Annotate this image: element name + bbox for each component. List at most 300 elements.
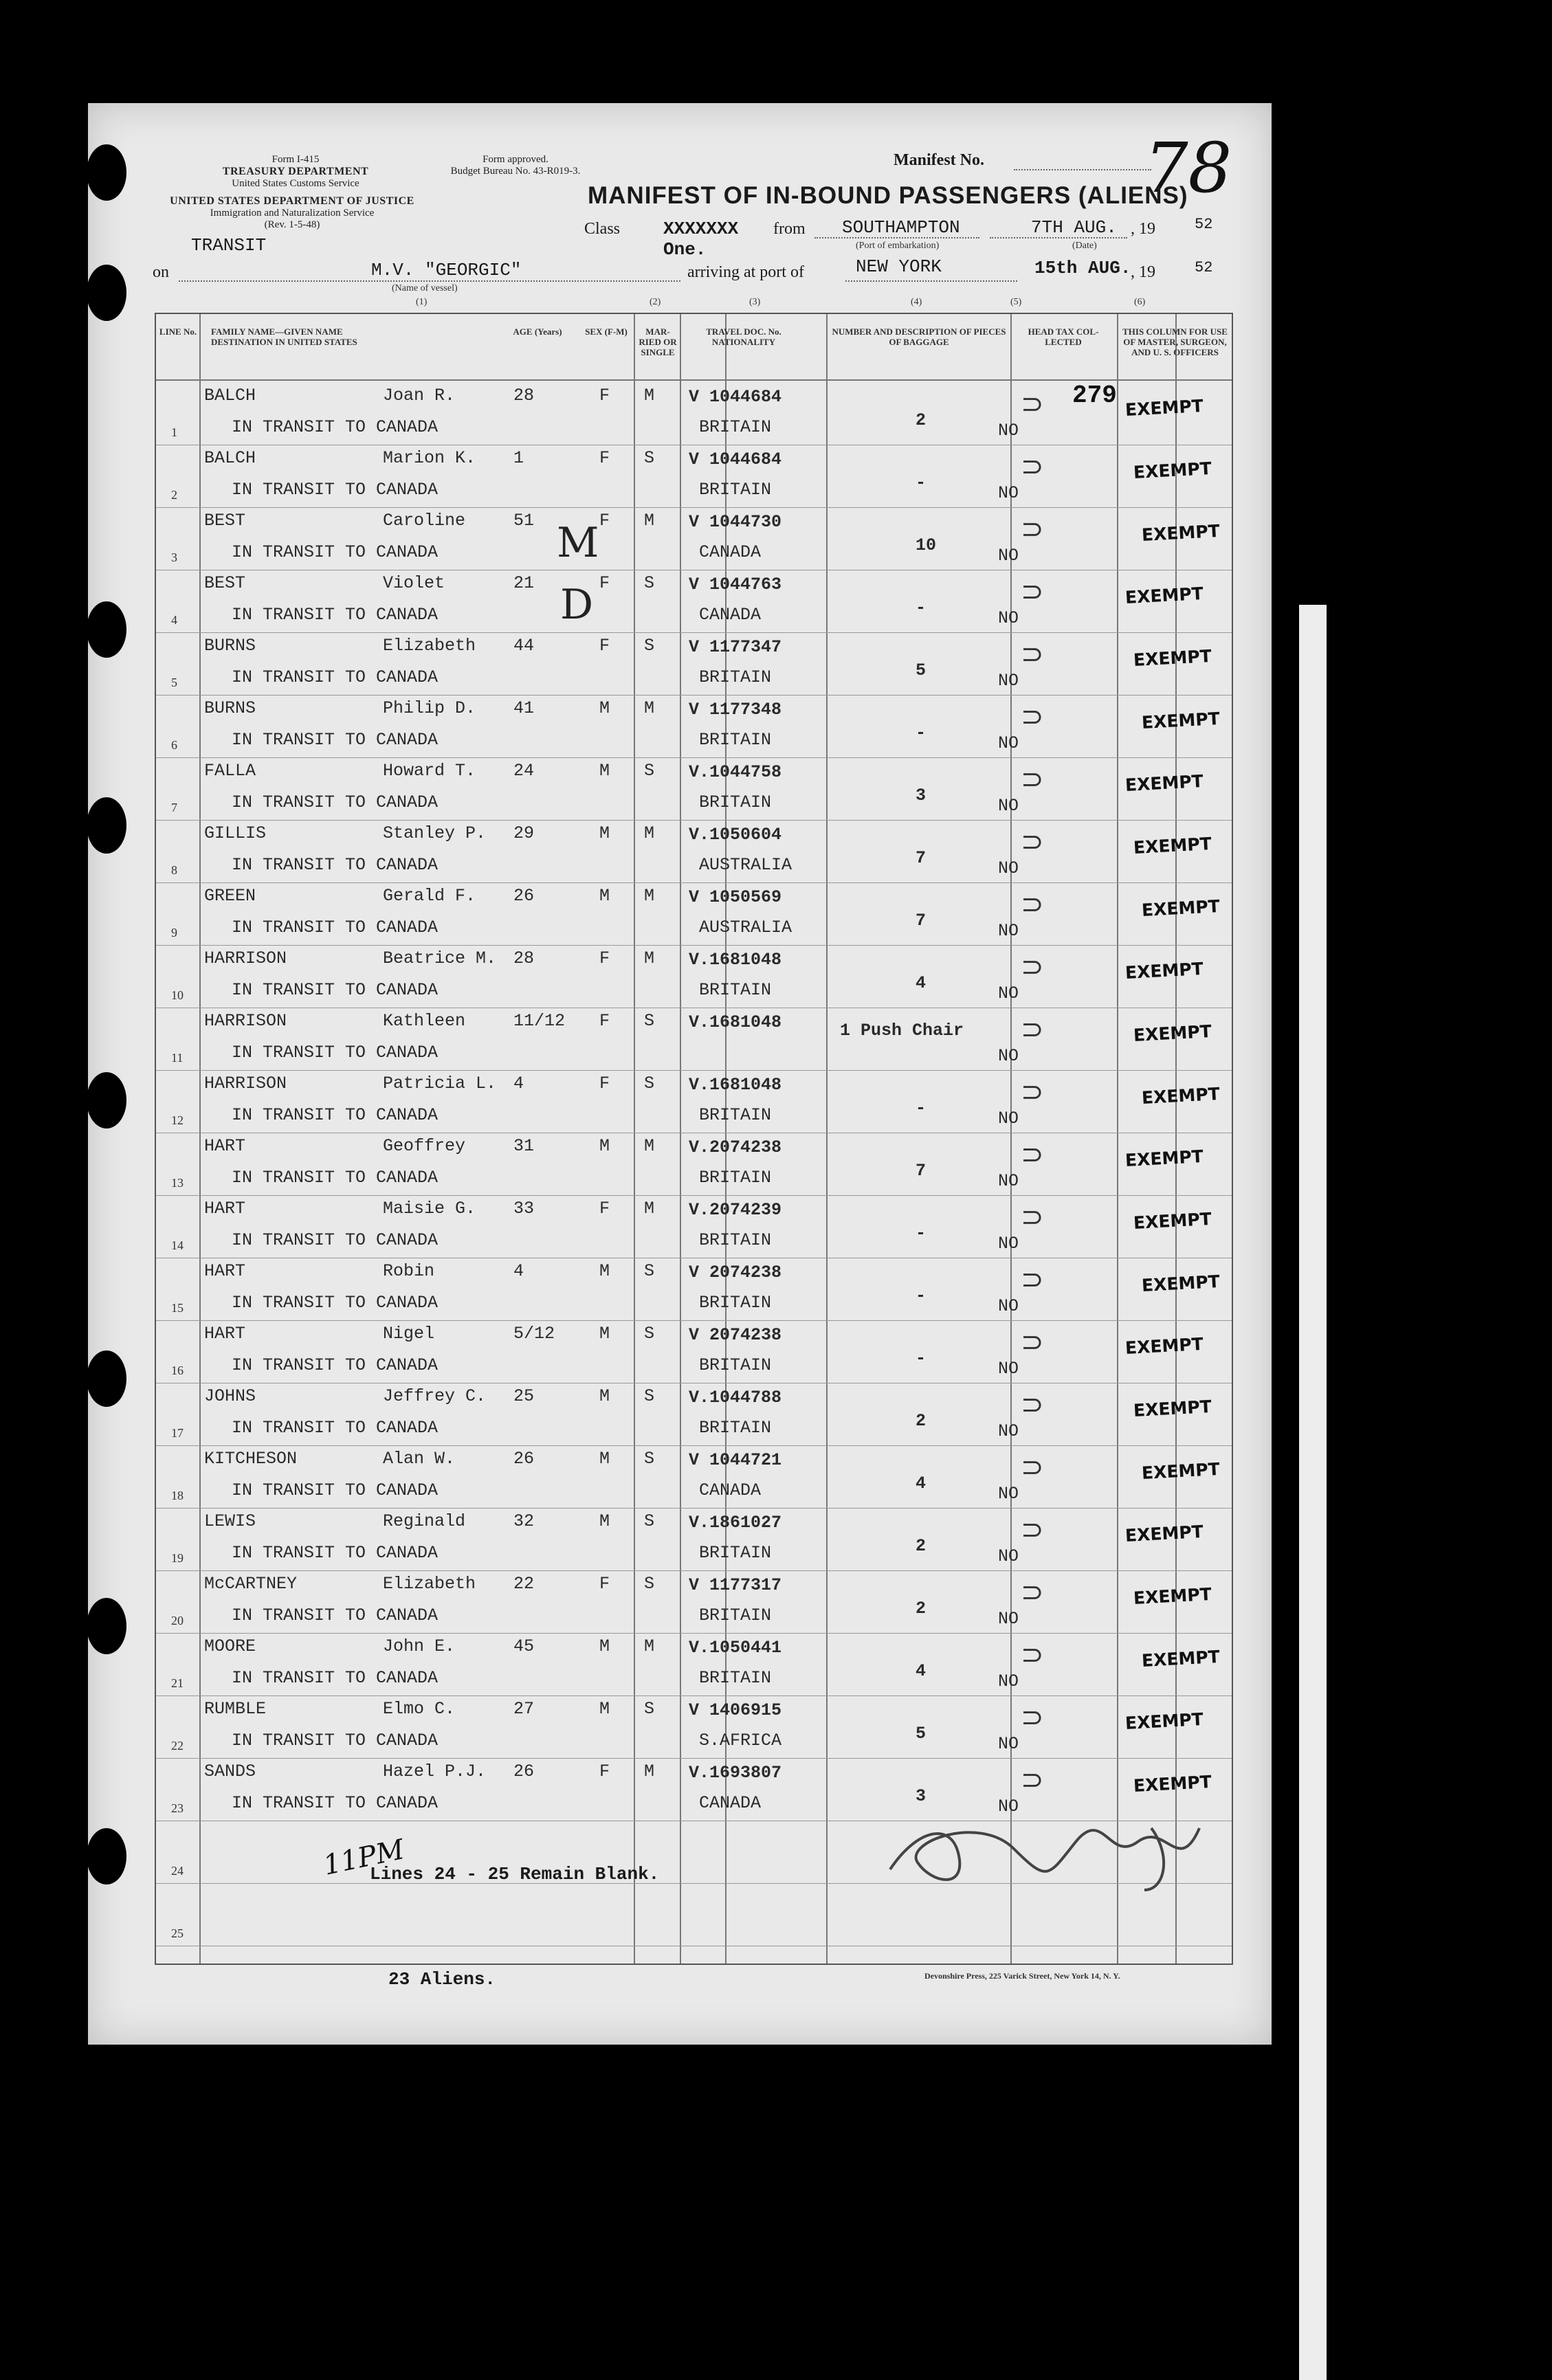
- table-row: [156, 696, 1232, 758]
- exempt-stamp: EXEMPT: [1124, 1146, 1204, 1170]
- baggage: -: [916, 598, 927, 618]
- sex: F: [599, 386, 610, 405]
- given-name: Hazel P.J.: [383, 1761, 487, 1781]
- sex: M: [599, 886, 610, 906]
- given-name: Philip D.: [383, 698, 476, 718]
- baggage: -: [916, 1223, 927, 1243]
- given-name: Joan R.: [383, 386, 456, 405]
- sex: F: [599, 948, 610, 968]
- head-tax: NO: [998, 608, 1019, 628]
- line-number: 25: [171, 1926, 184, 1940]
- baggage: 2: [916, 1536, 927, 1556]
- age: 25: [513, 1386, 535, 1406]
- col-header-name: FAMILY NAME—GIVEN NAME DESTINATION IN UNITED STATES: [211, 326, 357, 347]
- col-header-line: LINE No.: [159, 326, 197, 337]
- marital-status: M: [644, 823, 655, 843]
- baggage: 4: [916, 1661, 927, 1681]
- line-number: 9: [171, 926, 177, 939]
- marital-status: S: [644, 1324, 655, 1344]
- form-number: Form I-415: [271, 154, 320, 165]
- head-tax: NO: [998, 483, 1019, 503]
- baggage: 4: [916, 973, 927, 993]
- col-number: (3): [749, 297, 761, 307]
- col-header-married: MAR-RIED OR SINGLE: [639, 326, 677, 357]
- table-row: [156, 1383, 1232, 1446]
- tick-mark-icon: ⊃: [1021, 576, 1044, 608]
- destination: IN TRANSIT TO CANADA: [232, 1355, 439, 1375]
- exempt-stamp: EXEMPT: [1133, 458, 1212, 482]
- travel-doc-no: V.1681048: [689, 950, 782, 970]
- col-header-age: AGE (Years): [513, 326, 562, 337]
- nationality: CANADA: [699, 605, 762, 625]
- nationality: BRITAIN: [699, 730, 772, 750]
- destination: IN TRANSIT TO CANADA: [232, 1668, 439, 1688]
- dotted-line: [845, 280, 1017, 282]
- dept-treasury: TREASURY DEPARTMENT: [222, 166, 369, 177]
- binder-hole: [87, 144, 126, 201]
- table-row: [156, 946, 1232, 1008]
- header-approval: [412, 154, 619, 177]
- line-number: 17: [171, 1426, 184, 1440]
- table-row: [156, 758, 1232, 821]
- head-tax: NO: [998, 1797, 1019, 1816]
- exempt-stamp: EXEMPT: [1141, 709, 1221, 733]
- head-tax: NO: [998, 796, 1019, 816]
- given-name: Reginald: [383, 1511, 466, 1531]
- given-name: John E.: [383, 1636, 456, 1656]
- line-number: 14: [171, 1238, 184, 1252]
- baggage: 2: [916, 1599, 927, 1619]
- family-name: HART: [204, 1136, 246, 1156]
- tick-mark-icon: ⊃: [1021, 388, 1044, 420]
- travel-doc-no: V 1044684: [689, 387, 782, 407]
- col-number: (6): [1134, 297, 1146, 307]
- sex: M: [599, 823, 610, 843]
- col-number: (1): [416, 297, 428, 307]
- embark-year: 52: [1195, 216, 1213, 233]
- table-row: [156, 508, 1232, 570]
- marital-status: M: [644, 386, 655, 405]
- binder-hole: [87, 1828, 126, 1884]
- destination: IN TRANSIT TO CANADA: [232, 542, 439, 562]
- sex: M: [599, 1636, 610, 1656]
- exempt-stamp: EXEMPT: [1124, 583, 1204, 608]
- given-name: Jeffrey C.: [383, 1386, 487, 1406]
- baggage: 7: [916, 848, 927, 868]
- table-row: [156, 633, 1232, 696]
- head-tax: NO: [998, 1234, 1019, 1254]
- signature: [876, 1801, 1206, 1897]
- sex: F: [599, 573, 610, 593]
- marital-status: S: [644, 1511, 655, 1531]
- family-name: HART: [204, 1261, 246, 1281]
- destination: IN TRANSIT TO CANADA: [232, 1293, 439, 1313]
- tick-mark-icon: ⊃: [1021, 638, 1044, 670]
- tick-mark-icon: ⊃: [1021, 1201, 1044, 1233]
- tick-mark-icon: ⊃: [1021, 951, 1044, 983]
- class-struck: XXXXXXX: [663, 219, 739, 239]
- sex: F: [599, 1761, 610, 1781]
- vessel-caption: (Name of vessel): [392, 283, 458, 293]
- given-name: Geoffrey: [383, 1136, 466, 1156]
- travel-doc-no: V 1044721: [689, 1450, 782, 1470]
- line-number: 13: [171, 1176, 184, 1190]
- dotted-line: [1014, 169, 1151, 170]
- tick-mark-icon: ⊃: [1021, 701, 1044, 733]
- age: 26: [513, 1449, 535, 1469]
- destination: IN TRANSIT TO CANADA: [232, 730, 439, 750]
- family-name: BURNS: [204, 636, 256, 656]
- marital-status: M: [644, 1199, 655, 1219]
- age: 27: [513, 1699, 535, 1719]
- sex: M: [599, 1136, 610, 1156]
- budget-bureau: Budget Bureau No. 43-R019-3.: [450, 166, 581, 177]
- age: 51: [513, 511, 535, 531]
- table-row: [156, 1008, 1232, 1071]
- dotted-line: [179, 280, 680, 282]
- destination: IN TRANSIT TO CANADA: [232, 417, 439, 437]
- nationality: S.AFRICA: [699, 1731, 782, 1750]
- printer-imprint: Devonshire Press, 225 Varick Street, New York 14, N. Y.: [924, 1971, 1120, 1981]
- baggage: 2: [916, 1411, 927, 1431]
- nationality: BRITAIN: [699, 1543, 772, 1563]
- destination: IN TRANSIT TO CANADA: [232, 980, 439, 1000]
- line-number: 16: [171, 1364, 184, 1377]
- sex: F: [599, 1011, 610, 1031]
- tick-mark-icon: ⊃: [1021, 1264, 1044, 1295]
- line-number: 8: [171, 863, 177, 877]
- exempt-stamp: EXEMPT: [1141, 1459, 1221, 1483]
- family-name: HART: [204, 1199, 246, 1219]
- arrival-port: NEW YORK: [856, 256, 942, 277]
- col-number: (2): [650, 297, 661, 307]
- given-name: Howard T.: [383, 761, 476, 781]
- destination: IN TRANSIT TO CANADA: [232, 1230, 439, 1250]
- given-name: Violet: [383, 573, 445, 593]
- given-name: Robin: [383, 1261, 435, 1281]
- sex: M: [599, 1324, 610, 1344]
- class-label: Class: [584, 220, 621, 238]
- sex: M: [599, 1511, 610, 1531]
- arrival-year: 52: [1195, 259, 1213, 276]
- travel-doc-no: V.1044788: [689, 1388, 782, 1408]
- given-name: Elizabeth: [383, 636, 476, 656]
- family-name: HARRISON: [204, 948, 287, 968]
- travel-doc-no: V.2074239: [689, 1200, 782, 1220]
- travel-doc-no: V 1044684: [689, 449, 782, 469]
- form-approved: Form approved.: [483, 154, 548, 165]
- head-tax: NO: [998, 1484, 1019, 1504]
- tick-mark-icon: ⊃: [1021, 889, 1044, 920]
- baggage: 4: [916, 1473, 927, 1493]
- travel-doc-no: V.1861027: [689, 1513, 782, 1533]
- embark-port: SOUTHAMPTON: [842, 217, 960, 238]
- table-row: [156, 570, 1232, 633]
- nationality: BRITAIN: [699, 1605, 772, 1625]
- line-number: 15: [171, 1301, 184, 1315]
- age: 5/12: [513, 1324, 555, 1344]
- marital-status: S: [644, 1011, 655, 1031]
- exempt-stamp: EXEMPT: [1141, 896, 1221, 920]
- marital-status: M: [644, 1636, 655, 1656]
- marital-status: S: [644, 1699, 655, 1719]
- dept-justice: UNITED STATES DEPARTMENT OF JUSTICE: [170, 195, 414, 207]
- baggage: 7: [916, 1161, 927, 1181]
- head-tax: NO: [998, 1359, 1019, 1379]
- year-prefix: , 19: [1131, 263, 1155, 281]
- family-name: BALCH: [204, 386, 256, 405]
- row1-reference-number: 279: [1072, 381, 1117, 410]
- age: 26: [513, 886, 535, 906]
- form-revision: (Rev. 1-5-48): [264, 219, 320, 230]
- given-name: Gerald F.: [383, 886, 476, 906]
- given-name: Stanley P.: [383, 823, 487, 843]
- baggage: -: [916, 1098, 927, 1118]
- arriving-label: arriving at port of: [687, 263, 804, 281]
- line-number: 23: [171, 1801, 184, 1815]
- family-name: GREEN: [204, 886, 256, 906]
- table-row: [156, 1133, 1232, 1196]
- handwritten-d: D: [560, 581, 594, 629]
- exempt-stamp: EXEMPT: [1133, 1021, 1212, 1045]
- embark-date: 7TH AUG.: [1031, 217, 1117, 238]
- binder-hole: [87, 1350, 126, 1407]
- line-number: 18: [171, 1489, 184, 1502]
- given-name: Kathleen: [383, 1011, 466, 1031]
- marital-status: M: [644, 948, 655, 968]
- manifest-title: MANIFEST OF IN-BOUND PASSENGERS (ALIENS): [588, 182, 1188, 209]
- nationality: CANADA: [699, 1480, 762, 1500]
- marital-status: S: [644, 1261, 655, 1281]
- marital-status: M: [644, 1761, 655, 1781]
- marital-status: S: [644, 1574, 655, 1594]
- sex: M: [599, 698, 610, 718]
- sex: M: [599, 1261, 610, 1281]
- exempt-stamp: EXEMPT: [1141, 1271, 1221, 1295]
- given-name: Alan W.: [383, 1449, 456, 1469]
- line-number: 1: [171, 425, 177, 439]
- baggage: 3: [916, 786, 927, 805]
- table-row: [156, 1696, 1232, 1759]
- destination: IN TRANSIT TO CANADA: [232, 1480, 439, 1500]
- head-tax: NO: [998, 921, 1019, 941]
- age: 22: [513, 1574, 535, 1594]
- col-number: (5): [1010, 297, 1022, 307]
- given-name: Elmo C.: [383, 1699, 456, 1719]
- line-number: 11: [171, 1051, 184, 1065]
- age: 32: [513, 1511, 535, 1531]
- line-number: 7: [171, 801, 177, 814]
- travel-doc-no: V 1177347: [689, 637, 782, 657]
- line-number: 19: [171, 1551, 184, 1565]
- handwritten-note: 11PM: [320, 1834, 408, 1882]
- destination: IN TRANSIT TO CANADA: [232, 792, 439, 812]
- family-name: JOHNS: [204, 1386, 256, 1406]
- marital-status: M: [644, 511, 655, 531]
- marital-status: S: [644, 761, 655, 781]
- destination: IN TRANSIT TO CANADA: [232, 480, 439, 500]
- given-name: Patricia L.: [383, 1074, 497, 1093]
- exempt-stamp: EXEMPT: [1133, 1209, 1212, 1233]
- travel-doc-no: V 1177348: [689, 700, 782, 720]
- class-value: One.: [663, 239, 707, 260]
- marital-status: S: [644, 1074, 655, 1093]
- customs-service: United States Customs Service: [232, 178, 359, 189]
- exempt-stamp: EXEMPT: [1124, 396, 1204, 420]
- nationality: AUSTRALIA: [699, 855, 792, 875]
- family-name: McCARTNEY: [204, 1574, 298, 1594]
- nationality: BRITAIN: [699, 1668, 772, 1688]
- nationality: BRITAIN: [699, 792, 772, 812]
- travel-doc-no: V 1177317: [689, 1575, 782, 1595]
- line-number: 6: [171, 738, 177, 752]
- age: 11/12: [513, 1011, 566, 1031]
- col-header-officers: THIS COLUMN FOR USE OF MASTER, SURGEON, AND U. S. OFFICERS: [1122, 326, 1228, 357]
- travel-doc-no: V.1050604: [689, 825, 782, 845]
- handwritten-m: M: [557, 519, 599, 567]
- binder-hole: [87, 1598, 126, 1654]
- head-tax: NO: [998, 1296, 1019, 1316]
- table-row: [156, 1196, 1232, 1258]
- header-divider: [156, 379, 1232, 381]
- family-name: RUMBLE: [204, 1699, 267, 1719]
- tick-mark-icon: ⊃: [1021, 1076, 1044, 1108]
- nationality: BRITAIN: [699, 980, 772, 1000]
- tick-mark-icon: ⊃: [1021, 764, 1044, 795]
- exempt-stamp: EXEMPT: [1124, 1522, 1204, 1546]
- table-row: [156, 445, 1232, 508]
- baggage: -: [916, 1348, 927, 1368]
- exempt-stamp: EXEMPT: [1133, 1397, 1212, 1421]
- nationality: CANADA: [699, 1793, 762, 1813]
- destination: IN TRANSIT TO CANADA: [232, 855, 439, 875]
- head-tax: NO: [998, 858, 1019, 878]
- manifest-no-label: Manifest No.: [894, 151, 984, 169]
- arrival-date: 15th AUG.: [1034, 258, 1131, 278]
- manifest-number: 78: [1144, 128, 1232, 208]
- sex: F: [599, 1199, 610, 1219]
- nationality: BRITAIN: [699, 1293, 772, 1313]
- binder-hole: [87, 265, 126, 321]
- header-justice: [148, 195, 436, 231]
- exempt-stamp: EXEMPT: [1124, 1709, 1204, 1733]
- table-row: [156, 1258, 1232, 1321]
- tick-mark-icon: ⊃: [1021, 1014, 1044, 1045]
- nationality: BRITAIN: [699, 667, 772, 687]
- age: 44: [513, 636, 535, 656]
- marital-status: S: [644, 1449, 655, 1469]
- table-row: [156, 821, 1232, 883]
- destination: IN TRANSIT TO CANADA: [232, 1418, 439, 1438]
- given-name: Maisie G.: [383, 1199, 476, 1219]
- nationality: BRITAIN: [699, 1230, 772, 1250]
- family-name: FALLA: [204, 761, 256, 781]
- marital-status: M: [644, 1136, 655, 1156]
- tick-mark-icon: ⊃: [1021, 1514, 1044, 1546]
- travel-doc-no: V 2074238: [689, 1263, 782, 1282]
- exempt-stamp: EXEMPT: [1133, 1584, 1212, 1608]
- exempt-stamp: EXEMPT: [1141, 1647, 1221, 1671]
- travel-doc-no: V.2074238: [689, 1137, 782, 1157]
- line-number: 21: [171, 1676, 184, 1690]
- baggage: 5: [916, 1724, 927, 1744]
- marital-status: M: [644, 698, 655, 718]
- family-name: MOORE: [204, 1636, 256, 1656]
- age: 4: [513, 1074, 524, 1093]
- sex: M: [599, 1699, 610, 1719]
- sex: F: [599, 511, 610, 531]
- marital-status: M: [644, 886, 655, 906]
- paper-strip: [1299, 605, 1327, 2380]
- nationality: AUSTRALIA: [699, 917, 792, 937]
- vessel-name: M.V. "GEORGIC": [371, 260, 522, 280]
- header-form-info: [172, 154, 419, 190]
- tick-mark-icon: ⊃: [1021, 1139, 1044, 1170]
- sex: M: [599, 1449, 610, 1469]
- baggage: 5: [916, 660, 927, 680]
- exempt-stamp: EXEMPT: [1124, 959, 1204, 983]
- destination: IN TRANSIT TO CANADA: [232, 1543, 439, 1563]
- table-row: [156, 1446, 1232, 1509]
- line-number: 10: [171, 988, 184, 1002]
- marital-status: S: [644, 573, 655, 593]
- marital-status: S: [644, 1386, 655, 1406]
- sex: M: [599, 761, 610, 781]
- binder-hole: [87, 797, 126, 854]
- travel-doc-no: V 1406915: [689, 1700, 782, 1720]
- family-name: HART: [204, 1324, 246, 1344]
- line-number: 20: [171, 1614, 184, 1627]
- given-name: Elizabeth: [383, 1574, 476, 1594]
- table-row: [156, 1571, 1232, 1634]
- given-name: Marion K.: [383, 448, 476, 468]
- travel-doc-no: V.1681048: [689, 1012, 782, 1032]
- marital-status: S: [644, 636, 655, 656]
- travel-doc-no: V 1050569: [689, 887, 782, 907]
- nationality: BRITAIN: [699, 1105, 772, 1125]
- destination: IN TRANSIT TO CANADA: [232, 667, 439, 687]
- tick-mark-icon: ⊃: [1021, 1702, 1044, 1733]
- family-name: KITCHESON: [204, 1449, 298, 1469]
- nationality: BRITAIN: [699, 1168, 772, 1188]
- sex: F: [599, 1074, 610, 1093]
- destination: IN TRANSIT TO CANADA: [232, 917, 439, 937]
- given-name: Nigel: [383, 1324, 435, 1344]
- travel-doc-no: V.1050441: [689, 1638, 782, 1658]
- given-name: Caroline: [383, 511, 466, 531]
- passenger-table: [155, 313, 1233, 1965]
- line-number: 22: [171, 1739, 184, 1753]
- head-tax: NO: [998, 421, 1019, 441]
- travel-doc-no: V.1693807: [689, 1763, 782, 1783]
- nationality: CANADA: [699, 542, 762, 562]
- table-row: [156, 883, 1232, 946]
- family-name: BEST: [204, 573, 246, 593]
- transit-label: TRANSIT: [191, 235, 267, 256]
- destination: IN TRANSIT TO CANADA: [232, 1605, 439, 1625]
- tick-mark-icon: ⊃: [1021, 451, 1044, 482]
- sex: F: [599, 636, 610, 656]
- destination: IN TRANSIT TO CANADA: [232, 605, 439, 625]
- total-aliens: 23 Aliens.: [388, 1969, 496, 1990]
- age: 21: [513, 573, 535, 593]
- tick-mark-icon: ⊃: [1021, 1389, 1044, 1421]
- line-number: 12: [171, 1113, 184, 1127]
- age: 1: [513, 448, 524, 468]
- tick-mark-icon: ⊃: [1021, 1577, 1044, 1608]
- exempt-stamp: EXEMPT: [1124, 771, 1204, 795]
- nationality: BRITAIN: [699, 417, 772, 437]
